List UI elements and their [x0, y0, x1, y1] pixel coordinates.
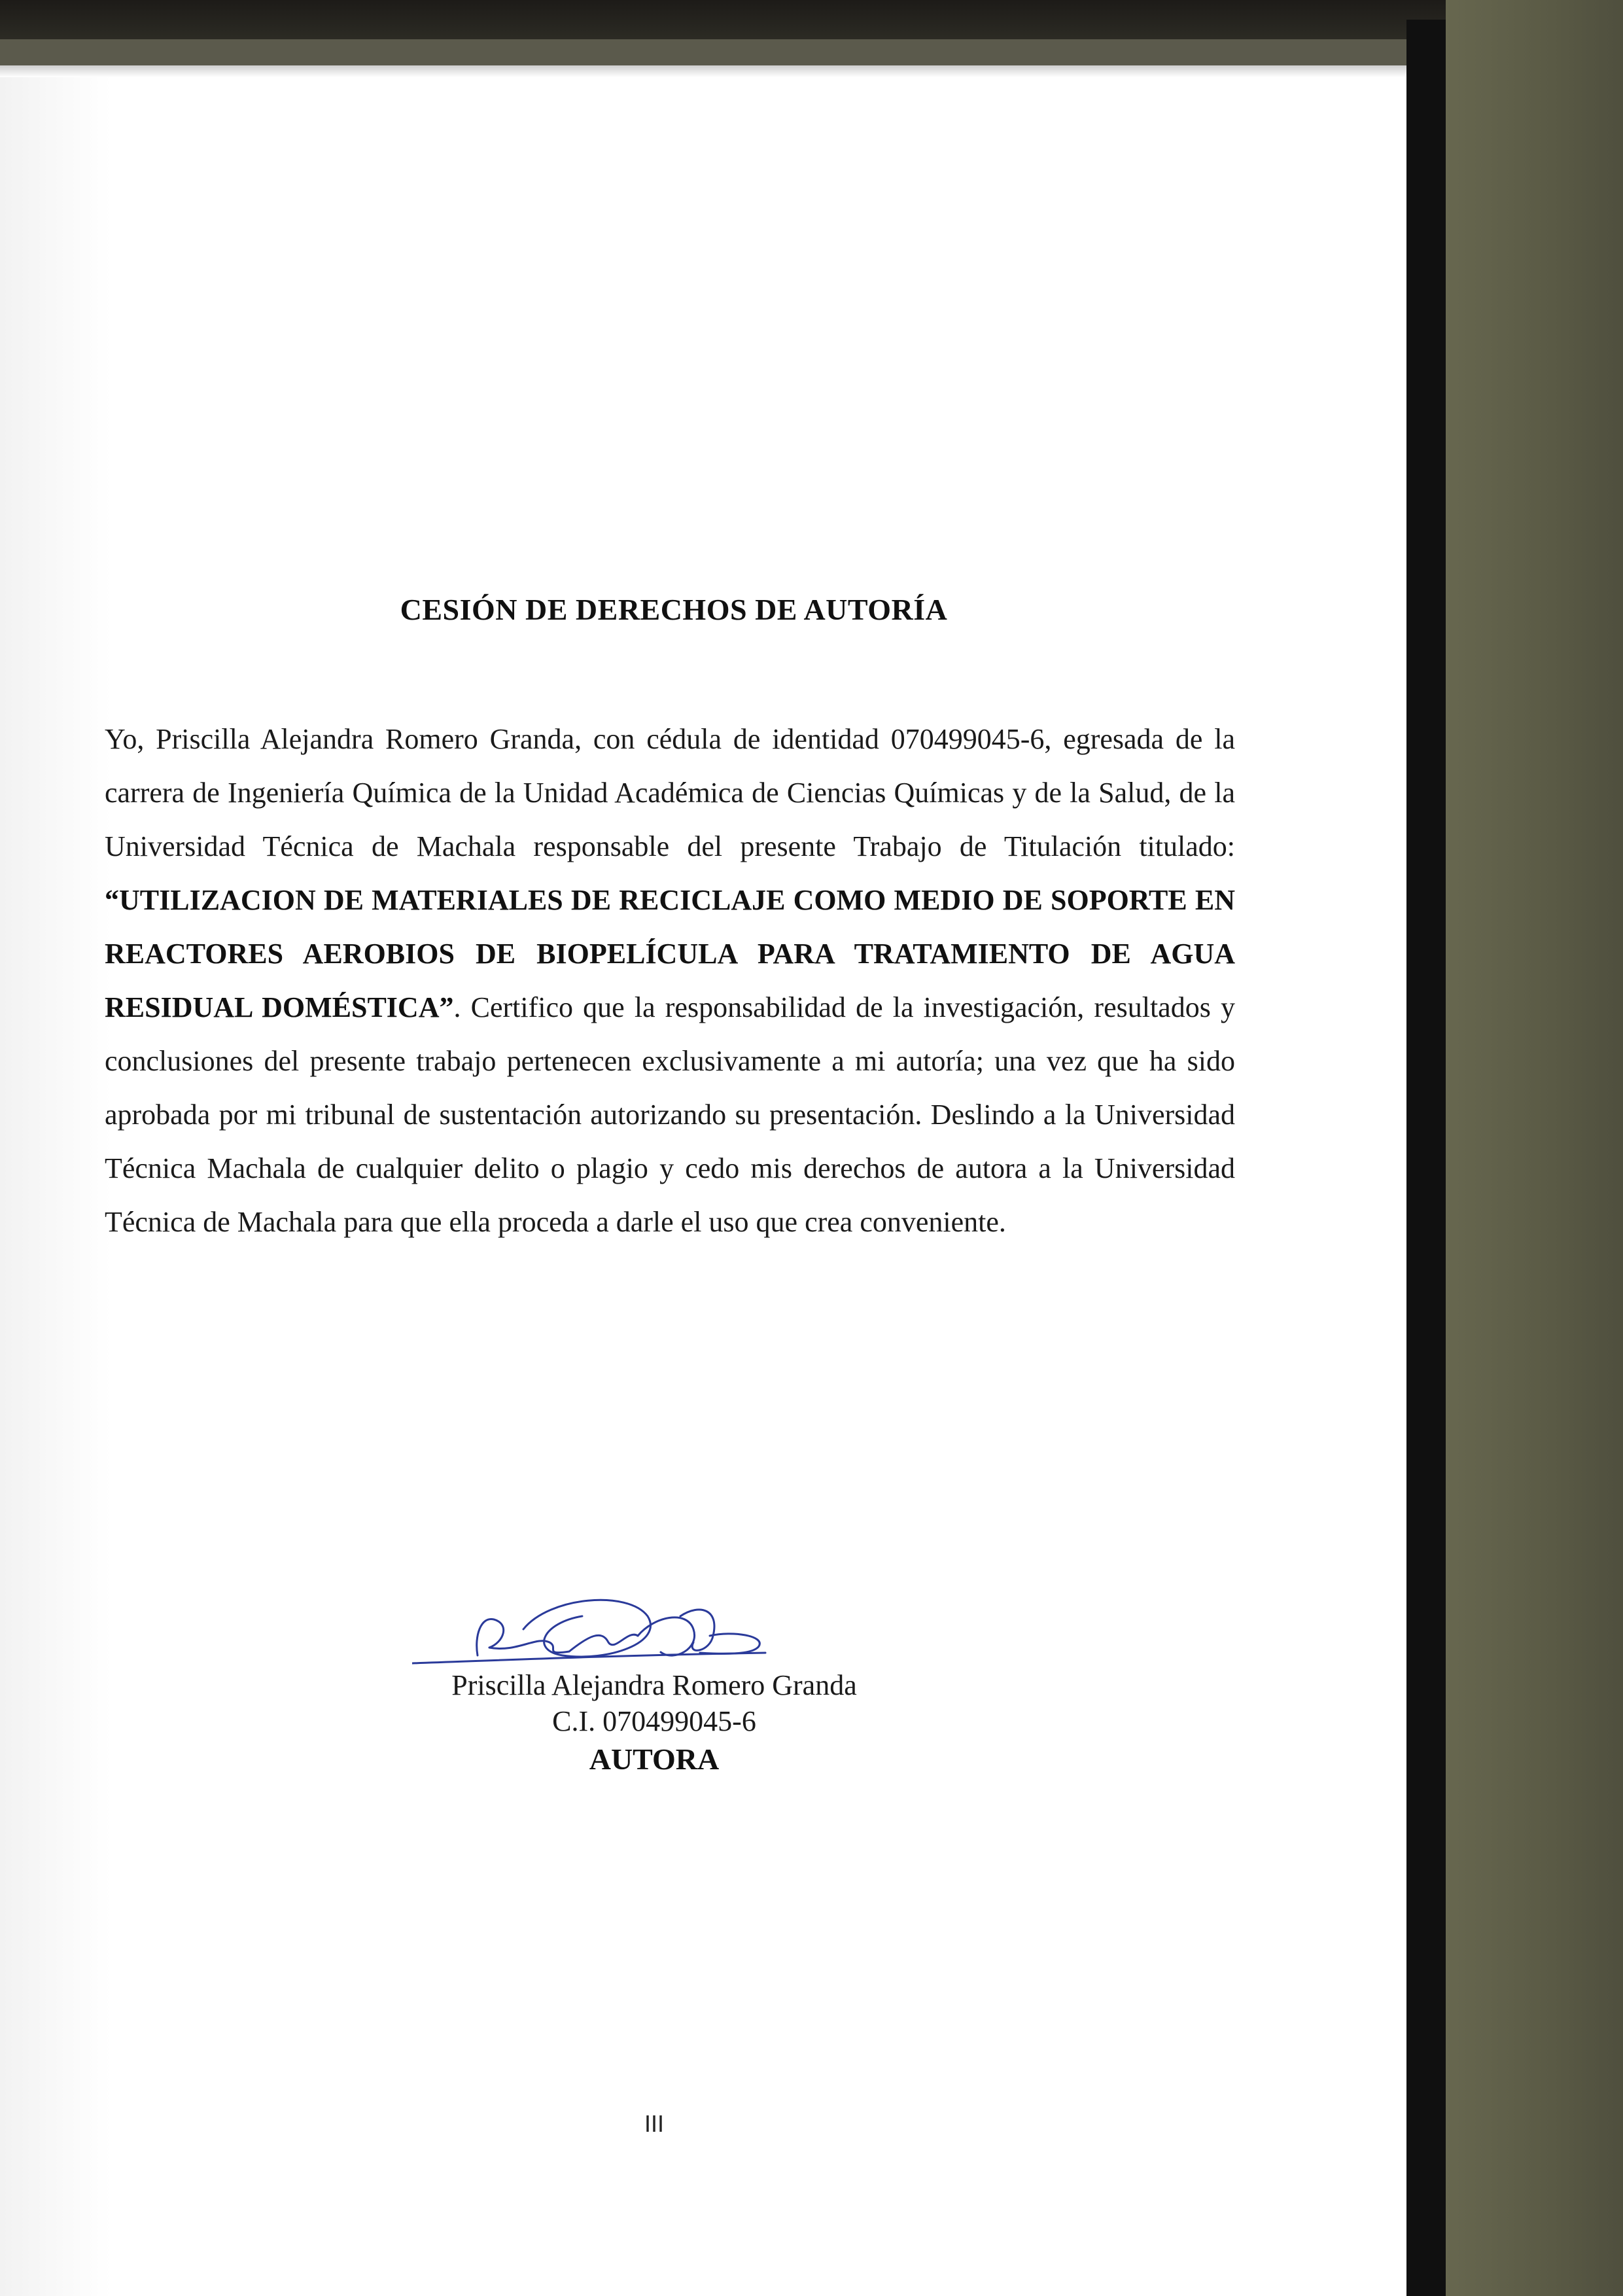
page-binding-edge	[1406, 20, 1446, 2296]
signatory-id: C.I. 070499045-6	[552, 1705, 756, 1737]
thesis-title: “UTILIZACION DE MATERIALES DE RECICLAJE COMO MEDIO DE SOPORTE EN REACTORES AEROBIOS DE BIOPELÍCULA PARA TRATAMIENTO DE AGUA RESIDUAL DOMÉSTICA”	[105, 884, 1235, 1023]
body-intro: Yo, Priscilla Alejandra Romero Granda, con cédula de identidad 070499045-6, egresada de la carrera de Ingeniería Química de la Unidad Académica de Ciencias Químicas y de la Salud, de la Universidad Técnica de Machala responsable del presente Trabajo de Titulación titulado:	[105, 723, 1235, 862]
scanner-top-edge	[0, 0, 1623, 39]
page-top-shadow	[0, 65, 1406, 77]
scanner-background	[1446, 0, 1623, 2296]
signatory-name: Priscilla Alejandra Romero Granda	[451, 1669, 857, 1701]
body-rest: . Certifico que la responsabilidad de la investigación, resultados y conclusiones del presente trabajo pertenecen exclusivamente a mi autoría; una vez que ha sido aprobada por mi tribunal de sustentación autorizando su presentación. Deslindo a la Universidad Técnica Machala de cualquier delito o plagio y cedo mis derechos de autora a la Universidad Técnica de Machala para que ella proceda a darle el uso que crea conveniente.	[105, 991, 1235, 1238]
document-body	[105, 713, 1235, 1249]
document-title: CESIÓN DE DERECHOS DE AUTORÍA	[400, 593, 948, 626]
page-left-fade	[0, 65, 111, 2296]
handwritten-signature	[412, 1590, 778, 1682]
page-number: III	[644, 2110, 664, 2137]
signatory-role: AUTORA	[589, 1742, 720, 1776]
signature-block	[393, 1590, 916, 1786]
